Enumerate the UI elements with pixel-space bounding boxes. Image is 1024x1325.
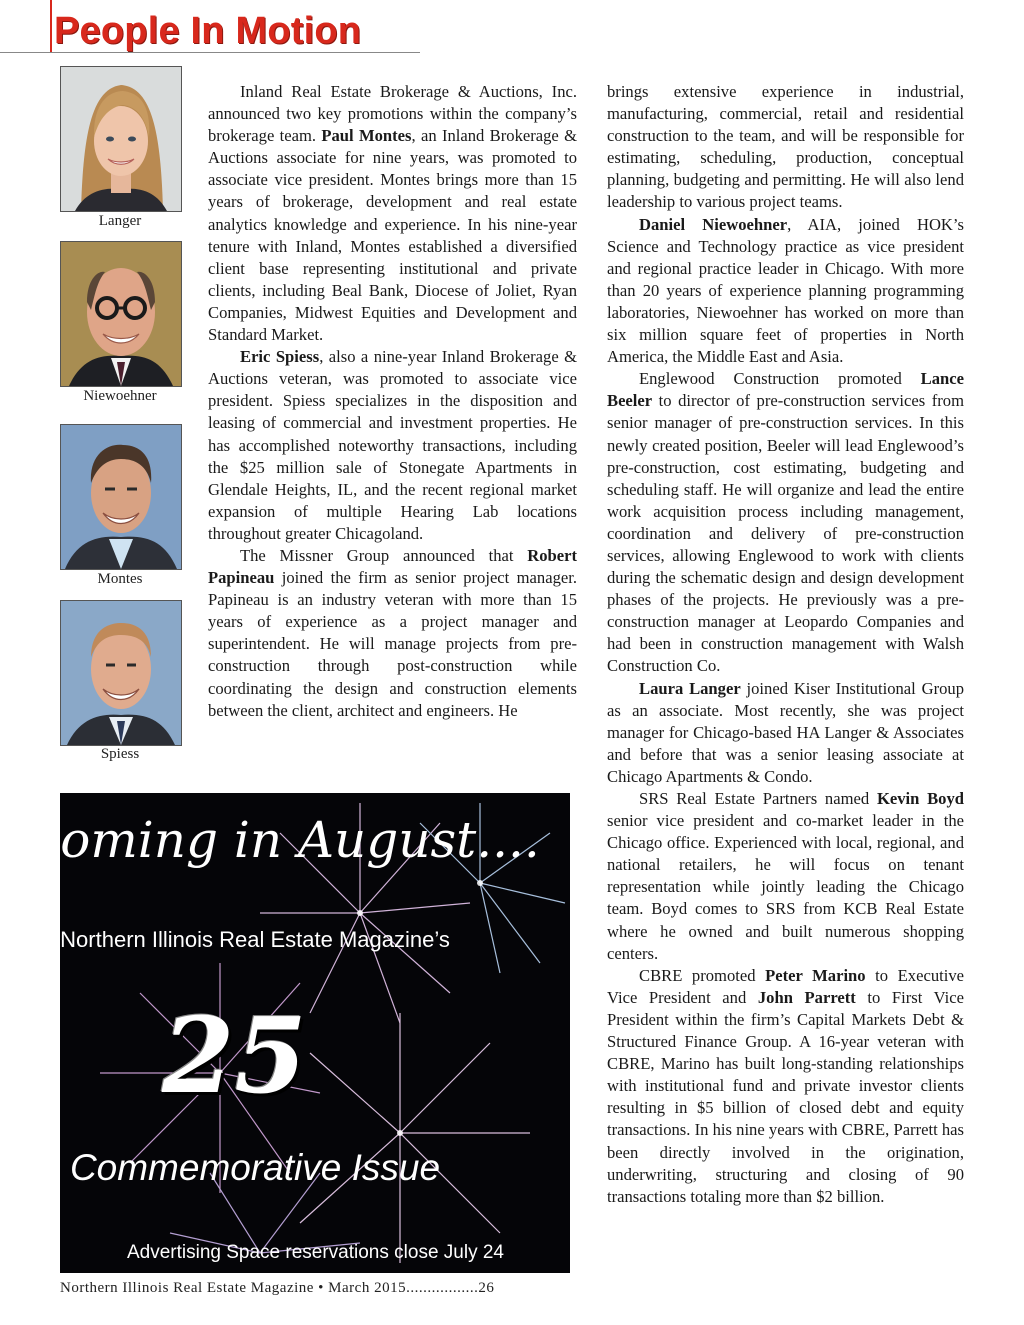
text-run: Inland Real Estate Brokerage & Auctions, Inc. announced two key promotions within the company’s brokerage team. [208, 82, 577, 146]
paragraph-montes [208, 81, 577, 346]
text-run: SRS Real Estate Partners named [639, 789, 877, 808]
text-run: , an Inland Brokerage & Auctions associate for nine years, was promoted to associate vice president. Montes brings more than 15 years of brokerage, development and real estate analytics knowledge and experience. In his nine-year tenure with Inland, Montes established a diversified client base representing institutional and private clients, including Beal Bank, Diocese of Joliet, Ryan Companies, Midwest Equities and Development and Standard Market. [208, 126, 578, 345]
name-peter-marino: Peter Marino [765, 965, 866, 985]
portrait-niewoehner-image [61, 242, 181, 386]
name-john-parrett: John Parrett [757, 987, 856, 1007]
name-laura-langer: Laura Langer [639, 678, 741, 698]
text-run: joined the firm as senior project manager. Papineau is an industry veteran with more than 15 years of experience as a project manager and superintendent. He will manage projects from pre-construction through post-construction while coordinating the design and construction elements between the client, architect and engineers. He [208, 568, 577, 720]
name-kevin-boyd: Kevin Boyd [876, 789, 965, 808]
photo-niewoehner [60, 241, 182, 387]
text-run: , AIA, joined HOK’s Science and Technology practice as vice president and regional practice leader in Chicago. With more than 20 years of experience planning programming laboratories, Niewoehner has worked on more than six million square feet of properties in North America, the Middle East and Asia. [607, 214, 964, 367]
paragraph-beeler [607, 368, 964, 677]
caption-langer: Langer [98, 213, 142, 229]
article-column-1 [208, 81, 577, 722]
photo-langer [60, 66, 182, 212]
text-run: CBRE promoted [639, 965, 766, 985]
article-column-2 [607, 81, 964, 1208]
paragraph-cbre [607, 965, 964, 1208]
section-title: People In Motion [54, 10, 362, 52]
caption-spiess: Spiess [100, 746, 140, 762]
ad-subtitle: Northern Illinois Real Estate Magazine’s [60, 927, 450, 952]
header-rule-horizontal [0, 52, 420, 53]
text-run: The Missner Group announced that [240, 545, 528, 565]
text-run: , also a nine-year Inland Brokerage & Auctions veteran, was promoted to associate vice president. Spiess specializes in the disposition and leasing of commercial and investment properties. He has accomplished noteworthy transactions, including the $25 million sale of Stonegate Apartments in Glendale Heights, IL, and the recent regional market expansion of multiple Hearing Lab locations throughout greater Chicagoland. [208, 347, 578, 543]
paragraph-papineau [208, 545, 577, 722]
ad-issue-label: Commemorative Issue [69, 1147, 441, 1188]
firework-burst [300, 1013, 530, 1263]
paragraph-niewoehner [607, 214, 964, 369]
caption-niewoehner: Niewoehner [83, 388, 157, 404]
page-footer: Northern Illinois Real Estate Magazine • March 2015.................26 [60, 1280, 495, 1296]
text-run: to First Vice President within the firm’s Capital Markets Debt & Structured Finance Group. A 16-year veteran with CBRE, Marino has built long-standing relationships with institutional fund and private investor clients resulting in $5 billion of closed debt and equity transactions. In his nine years with CBRE, Parrett has been directly involved in the origination, underwriting, structuring and closing of 90 transactions totaling more than $2 billion. [607, 987, 964, 1206]
portrait-spiess-image [61, 601, 181, 745]
paragraph-langer [607, 678, 964, 788]
text-run: to director of pre-construction services from senior manager of pre-construction services. In this newly created position, Beeler will lead Englewood’s pre-construction, cost estimating, budgeting and scheduling staff. He will organize and lead the entire work acquisition process including management, coordination and delivery of pre-construction services, allowing Englewood to work with clients during the schematic design and design development phases of the projects. He previously was a pre-construction manager at Leopardo Companies and had been in construction management with Walsh Construction Co. [607, 391, 964, 676]
photo-montes [60, 424, 182, 570]
caption-montes: Montes [97, 571, 143, 587]
portrait-langer-image [61, 67, 181, 211]
name-eric-spiess: Eric Spiess [240, 347, 320, 367]
name-daniel-niewoehner: Daniel Niewoehner [639, 214, 788, 234]
text-run: Englewood Construction promoted [639, 369, 921, 389]
name-paul-montes: Paul Montes [321, 126, 412, 146]
photo-spiess [60, 600, 182, 746]
portrait-montes-image [61, 425, 181, 569]
paragraph-boyd [607, 788, 964, 965]
ad-deadline-note: Advertising Space reservations close July 24 [126, 1242, 504, 1263]
ad-anniversary-number: 25 [162, 994, 307, 1117]
text-run: to Executive Vice President and [607, 965, 964, 1007]
name-lance-beeler: Lance Beeler [607, 369, 964, 411]
name-robert-papineau: Robert Papineau [208, 545, 577, 588]
text-run: senior vice president and co-market leader in the Chicago office. Experienced with local, regional, and national retailers, he will focus on tenant representation while jointly leading the Chicago team. Boyd comes to SRS from KCB Real Estate where he owned and built numerous shopping centers. [607, 811, 964, 963]
text-run: joined Kiser Institutional Group as an associate. Most recently, she was project manager for Chicago-based HA Langer & Associates and before that was a senior leasing associate at Chicago Apartments & Condo. [607, 678, 964, 786]
header-rule-vertical [50, 0, 52, 52]
paragraph-papineau-continued: brings extensive experience in industrial, manufacturing, commercial, retail and residential construction to the team, and will be responsible for estimating, scheduling, production, conceptual planning, budgeting and permitting. He will also lend leadership to various project teams. [607, 82, 964, 212]
ad-headline: Coming in August.... [22, 811, 540, 869]
paragraph-spiess [208, 346, 577, 545]
